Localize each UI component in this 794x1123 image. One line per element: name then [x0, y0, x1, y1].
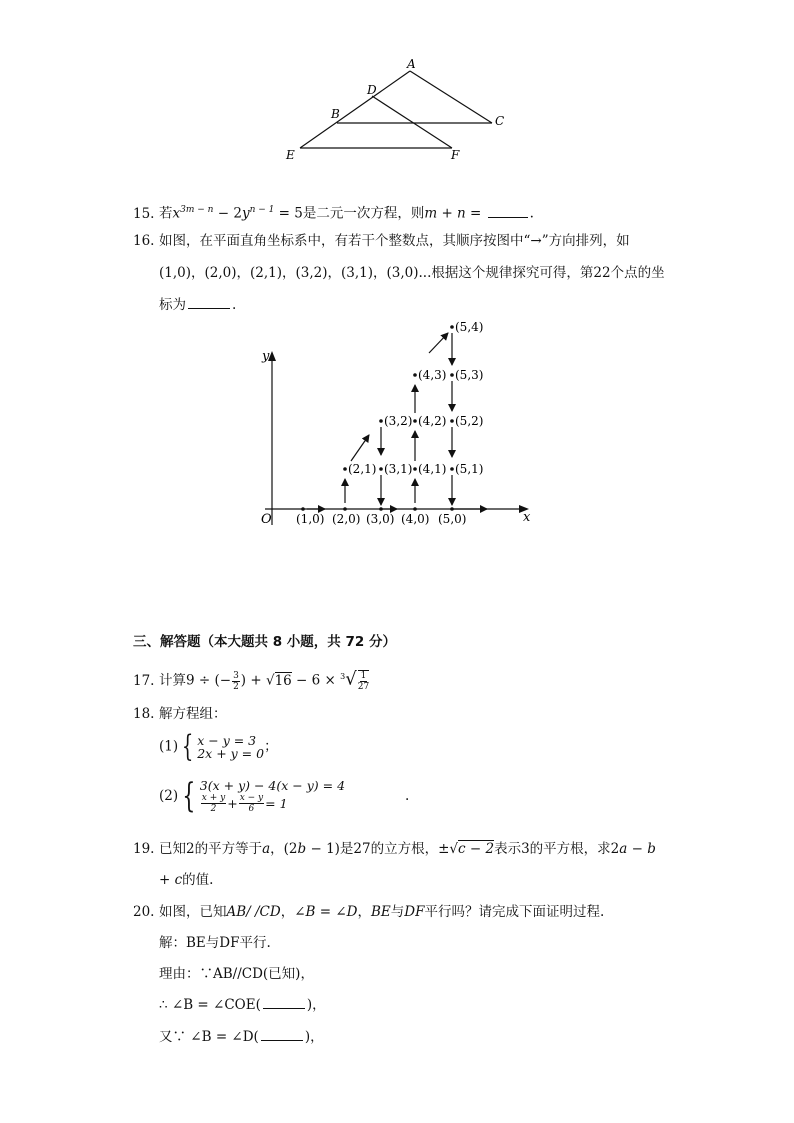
origin-label: O: [261, 512, 272, 527]
proof-line: 又∵ ∠B = ∠D( )，: [159, 1029, 324, 1045]
question-20: 20. 如图，已知AB/ /CD，∠B = ∠D，BE与DF平行吗？请完成下面证明过程.: [133, 904, 605, 920]
point-label: (2,1): [348, 462, 377, 476]
answer-blank: [263, 995, 305, 1009]
answer-blank: [261, 1027, 303, 1041]
question-19-line2: + c的值.: [159, 872, 214, 888]
point-label: (3,2): [384, 414, 413, 428]
label-e: E: [286, 148, 295, 162]
point-label: (5,1): [455, 462, 484, 476]
question-number: 15.: [133, 205, 155, 222]
label-d: D: [367, 83, 377, 97]
point-label: (4,0): [401, 512, 430, 526]
question-19: 19. 已知2的平方等于a，(2b − 1)是27的立方根，±√c − 2表示3的平方根，求2a − b: [133, 841, 656, 857]
question-16-line2: (1,0)，(2,0)，(2,1)，(3,2)，(3,1)，(3,0)...根据这个规律探究可得，第22个点的坐: [159, 265, 665, 281]
coordinate-graph: [255, 315, 545, 535]
axis-label-y: y: [262, 349, 270, 364]
point-label: (4,3): [418, 368, 447, 382]
point-label: (5,2): [455, 414, 484, 428]
section-title: 三、解答题（本大题共 8 小题，共 72 分）: [133, 634, 396, 650]
equation-system-1: (1) { x − y = 3 2x + y = 0 ；: [159, 729, 278, 764]
question-number: 16.: [133, 233, 155, 249]
proof-line: 解：BE与DF平行.: [159, 935, 271, 951]
question-16-line3: 标为 .: [159, 297, 237, 313]
fraction: $\frac{3}{2}$: [233, 670, 239, 692]
label-b: B: [331, 107, 340, 121]
point-label: (3,1): [384, 462, 413, 476]
label-a: A: [407, 57, 416, 71]
equation-system-2: (2) { 3(x + y) − 4(x − y) = 4 $\frac{x + y}{2}$ + $\frac{x - y}{6}$ = 1 .: [159, 776, 410, 816]
point-label: (4,1): [418, 462, 447, 476]
question-16: 16. 如图，在平面直角坐标系中，有若干个整数点，其顺序按图中“→”方向排列，如: [133, 233, 630, 249]
point-label: (5,3): [455, 368, 484, 382]
question-number: 20.: [133, 904, 155, 920]
point-label: (2,0): [332, 512, 361, 526]
fraction: $\frac{1}{27}$: [357, 671, 370, 692]
point-label: (1,0): [296, 512, 325, 526]
point-label: (5,4): [455, 320, 484, 334]
proof-line: ∴ ∠B = ∠COE( )，: [159, 997, 326, 1013]
question-15: 15. 若$x^{3m - n} - 2y^{n - 1} = 5$是二元一次方程，则m + n = .: [133, 205, 534, 222]
question-17: 17. 计算9 ÷ (− $\frac{3}{2}$ ) + √16 − 6 × $^3$√ $\frac{1}{27}$: [133, 668, 370, 692]
axis-label-x: x: [523, 510, 531, 525]
triangle-figure: [280, 55, 520, 165]
point-label: (5,0): [438, 512, 467, 526]
sqrt-sign: √: [449, 841, 459, 857]
answer-blank: [188, 295, 230, 309]
label-f: F: [451, 148, 460, 162]
proof-line: 理由：∵AB//CD(已知)，: [159, 966, 314, 982]
sqrt-sign: √: [265, 672, 275, 689]
point-label: (4,2): [418, 414, 447, 428]
cube-root-sign: √: [345, 668, 357, 690]
question-number: 17.: [133, 672, 155, 689]
label-c: C: [495, 114, 505, 128]
question-18: 18. 解方程组：: [133, 706, 227, 722]
answer-blank: [488, 204, 528, 218]
question-number: 18.: [133, 706, 155, 722]
point-label: (3,0): [366, 512, 395, 526]
question-number: 19.: [133, 841, 155, 857]
